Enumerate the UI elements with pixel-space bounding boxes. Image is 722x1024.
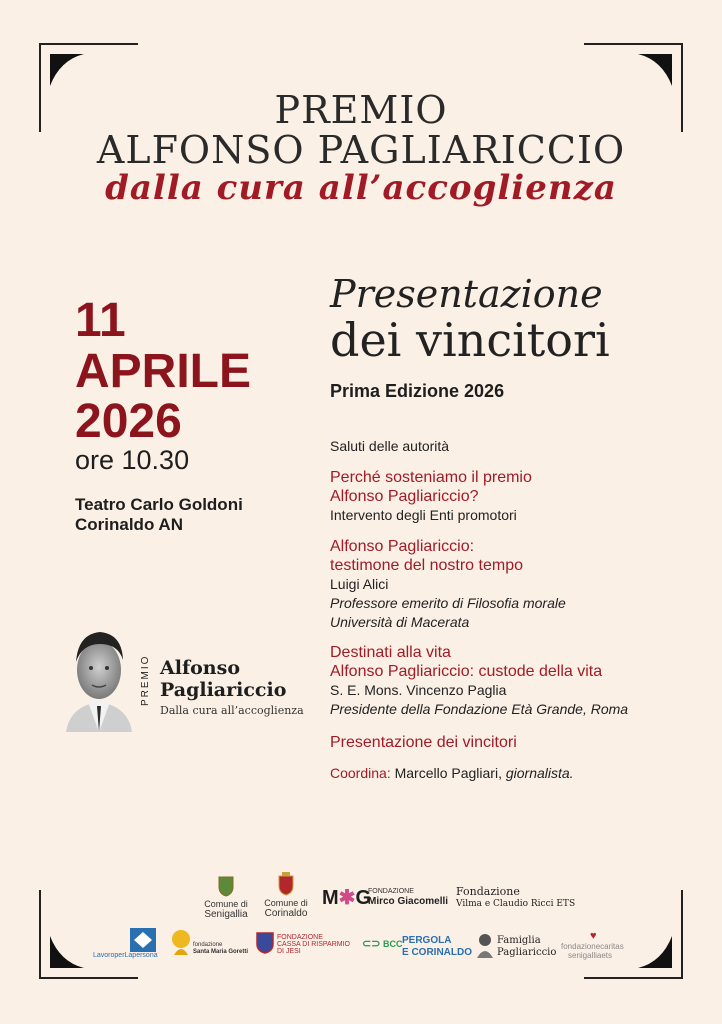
program-item-2-title2: testimone del nostro tempo	[330, 557, 523, 574]
bcc-label-3: E CORINALDO	[402, 947, 472, 958]
program-item-2	[330, 537, 566, 632]
lavoro-label: LavoroperLapersona	[93, 952, 158, 959]
title-premio: PREMIO	[274, 88, 448, 132]
title-name: ALFONSO PAGLIARICCIO	[96, 128, 626, 172]
event-year: 2026	[75, 395, 182, 448]
caritas-label-1: fondazionecaritas	[561, 942, 624, 951]
program-item-1-sub: Intervento degli Enti promotori	[330, 507, 517, 523]
caritas-heart-icon: ♥	[590, 930, 597, 942]
program-item-2-role2: Università di Macerata	[330, 614, 470, 630]
bcc-mark-icon: ⊂⊃	[362, 938, 381, 950]
ricci-line2: Vilma e Claudio Ricci ETS	[456, 899, 576, 909]
goretti-label-2: Santa Maria Goretti	[193, 949, 249, 955]
program-item-1-title1: Perché sosteniamo il premio	[330, 469, 532, 486]
event-day: 11	[75, 294, 126, 347]
event-time: ore 10.30	[75, 445, 190, 475]
program-item-4-title: Presentazione dei vincitori	[330, 734, 517, 751]
program-coordinator	[330, 764, 574, 783]
venue-city: Corinaldo AN	[75, 515, 183, 534]
mg-name: Mirco Giacomelli	[368, 896, 449, 907]
senigallia-label-1: Comune di	[204, 899, 248, 909]
presentation-line2: dei vincitori	[330, 313, 610, 367]
program-item-2-role1: Professore emerito di Filosofia morale	[330, 595, 566, 611]
sponsor-mg	[322, 885, 371, 910]
corinaldo-label-2: Corinaldo	[264, 908, 308, 919]
program-item-3-title1: Destinati alla vita	[330, 644, 451, 661]
event-month: APRILE	[75, 345, 252, 398]
coordinator-name: Marcello Pagliari,	[394, 765, 502, 781]
corinaldo-label-1: Comune di	[264, 898, 308, 908]
cassa-label-3: DI JESI	[277, 948, 301, 955]
coordinator-label: Coordina:	[330, 765, 391, 781]
coordinator-role: giornalista.	[505, 765, 574, 781]
logo-name-line1: Alfonso	[160, 657, 240, 679]
program-item-2-speaker: Luigi Alici	[330, 576, 389, 592]
program-item-1-title2: Alfonso Pagliariccio?	[330, 488, 479, 505]
senigallia-label-2: Senigallia	[204, 909, 248, 920]
lavoro-logo-icon	[130, 928, 156, 952]
program-item-2-title1: Alfonso Pagliariccio:	[330, 538, 475, 555]
tagline: dalla cura all’accoglienza	[105, 168, 617, 208]
senigallia-crest-icon	[217, 875, 235, 897]
program-greetings: Saluti delle autorità	[330, 438, 450, 454]
mg-label: FONDAZIONE	[368, 888, 414, 895]
program-item-1	[330, 468, 532, 525]
bcc-label-2: PERGOLA	[402, 935, 452, 946]
corner-ornament-bottom-right	[584, 890, 684, 980]
goretti-logo-icon	[170, 929, 192, 955]
logo-name-line2: Pagliariccio	[160, 679, 287, 701]
edition: Prima Edizione 2026	[330, 381, 505, 401]
cassa-crest-icon	[256, 932, 274, 954]
goretti-label-1: fondazione	[193, 942, 223, 948]
sponsor-corinaldo	[262, 872, 310, 919]
corner-ornament-bottom-left	[38, 890, 138, 980]
ricci-line1: Fondazione	[456, 885, 520, 898]
logo-premio-label: PREMIO	[140, 654, 151, 706]
famiglia-label-2: Pagliariccio	[497, 947, 557, 958]
cassa-label-1: FONDAZIONE	[277, 934, 323, 941]
bcc-label-1	[362, 937, 402, 950]
famiglia-label-1: Famiglia	[497, 935, 541, 946]
cassa-label-2: CASSA DI RISPARMIO	[277, 941, 350, 948]
sponsor-senigallia	[200, 875, 252, 920]
mg-logo-icon: M✱G	[322, 887, 371, 909]
portrait-image	[62, 622, 136, 732]
bcc-abbrev: BCC	[382, 939, 403, 949]
presentation-line1: Presentazione	[330, 272, 603, 316]
venue-name: Teatro Carlo Goldoni	[75, 495, 243, 514]
caritas-label-2: senigalliaets	[568, 951, 613, 960]
corinaldo-crest-icon	[277, 872, 295, 896]
program-item-3-title2: Alfonso Pagliariccio: custode della vita	[330, 663, 603, 680]
program-item-3	[330, 643, 628, 719]
program-item-4	[330, 733, 517, 752]
program-item-3-role: Presidente della Fondazione Età Grande, Roma	[330, 701, 629, 717]
program-item-3-speaker: S. E. Mons. Vincenzo Paglia	[330, 682, 507, 698]
logo-tagline: Dalla cura all’accoglienza	[160, 704, 304, 717]
famiglia-portrait-icon	[477, 932, 493, 958]
